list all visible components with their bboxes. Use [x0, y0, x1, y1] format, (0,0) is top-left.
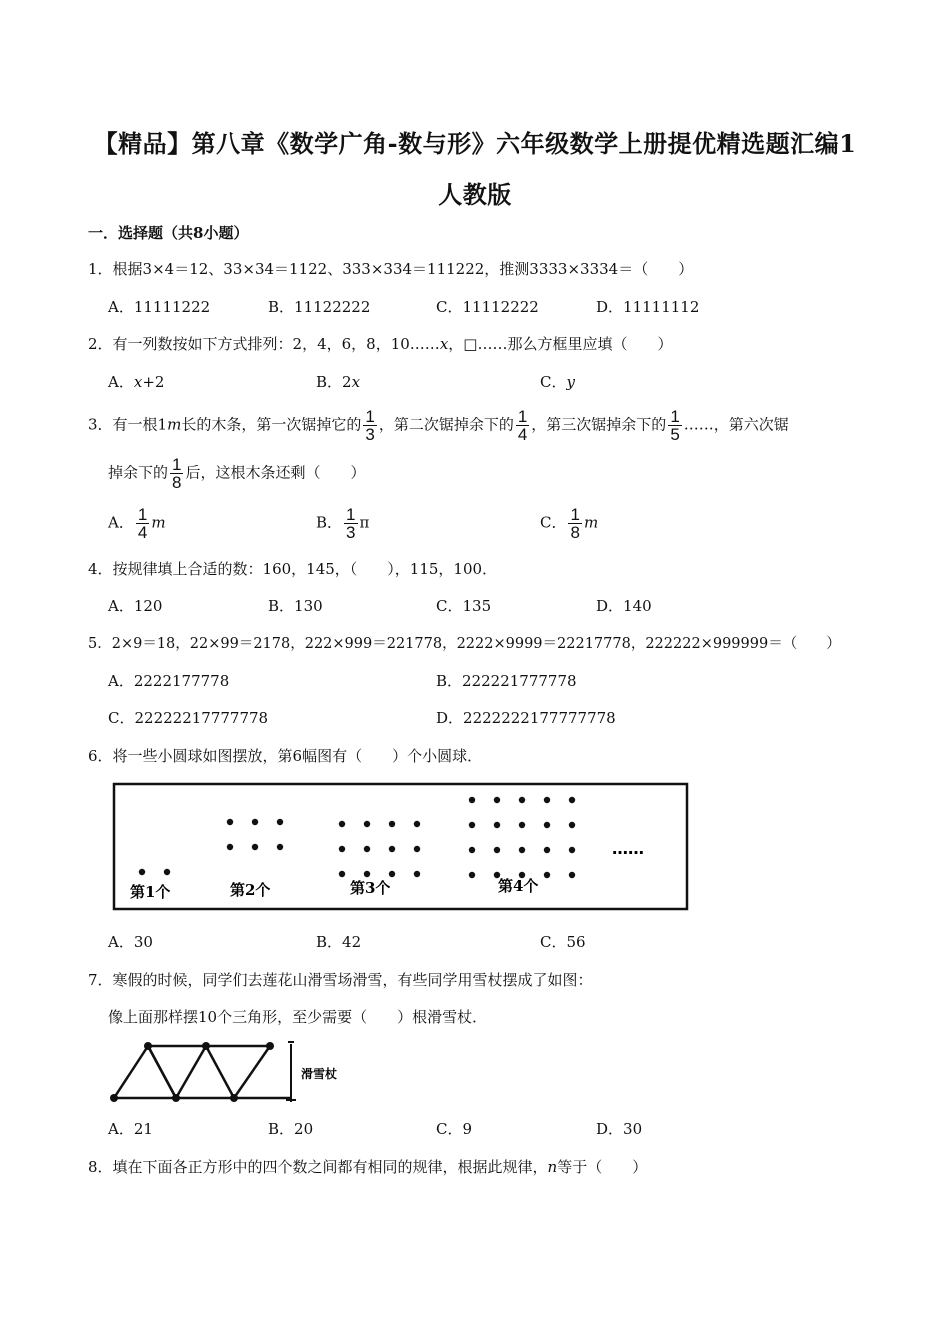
ball-dot: [389, 871, 395, 877]
ball-dot: [469, 847, 475, 853]
ball-dot: [364, 871, 370, 877]
ball-dot: [164, 869, 170, 875]
question-3-stem-line-1: 3．有一根1m长的木条，第一次锯掉它的 $\frac{1}{3}$ ，第二次锯掉余下的 $\frac{1}{4}$ ，第三次锯掉余下的 $\frac{1}{5}$ ……，第六次锯: [88, 407, 789, 444]
question-4-option-a: A．120: [108, 597, 163, 615]
ball-dot: [252, 844, 258, 850]
figure-label-1: 第1个: [130, 883, 171, 901]
section-heading: 一．选择题（共8小题）: [88, 224, 249, 242]
question-7-option-b: B．20: [268, 1120, 314, 1138]
ball-dot: [519, 797, 525, 803]
ball-dot: [544, 822, 550, 828]
ball-dot: [227, 844, 233, 850]
ball-dot: [339, 821, 345, 827]
question-5-option-a: A．2222177778: [108, 672, 230, 690]
ball-dot: [339, 871, 345, 877]
ball-dot: [339, 846, 345, 852]
question-1-option-c: C．11112222: [436, 298, 539, 316]
document-title-line-1: 【精品】第八章《数学广角-数与形》六年级数学上册提优精选题汇编1: [93, 129, 857, 158]
question-3-option-a: A． $\frac{1}{4}$ m: [108, 505, 166, 542]
ball-dot: [494, 797, 500, 803]
ball-dot: [494, 847, 500, 853]
question-6-option-b: B．42: [316, 933, 362, 951]
question-5-option-c: C．22222217777778: [108, 709, 269, 727]
ski-pole: [114, 1046, 148, 1098]
ball-dot: [519, 847, 525, 853]
ball-dot: [519, 822, 525, 828]
ski-pole: [176, 1046, 206, 1098]
figure-label-2: 第2个: [230, 881, 271, 899]
ball-dot: [469, 822, 475, 828]
ball-dot: [277, 819, 283, 825]
question-1-option-b: B．11122222: [268, 298, 371, 316]
figure-label-3: 第3个: [350, 879, 391, 897]
figure-frame: [114, 784, 687, 909]
ball-dot: [414, 846, 420, 852]
question-7-stem: 7．寒假的时候，同学们去莲花山滑雪场滑雪，有些同学用雪杖摆成了如图：: [88, 971, 593, 989]
dot-pattern-figure: [112, 780, 690, 912]
fraction-one-fourth: $\frac{1}{4}$: [517, 407, 528, 444]
ball-dot: [544, 847, 550, 853]
ball-dot: [569, 797, 575, 803]
question-7-option-d: D．30: [596, 1120, 643, 1138]
ball-dot: [227, 819, 233, 825]
ski-pole: [148, 1046, 176, 1098]
question-8-stem: 8．填在下面各正方形中的四个数之间都有相同的规律，根据此规律，n等于（ ）: [88, 1158, 648, 1176]
ball-dot: [469, 797, 475, 803]
fraction-one-fifth: $\frac{1}{5}$: [670, 407, 680, 444]
question-3-stem-line-2: 掉余下的 $\frac{1}{8}$ 后，这根木条还剩（ ）: [108, 455, 366, 492]
question-4-stem: 4．按规律填上合适的数：160，145，（ ），115，100．: [88, 560, 498, 578]
question-3-option-c: C． $\frac{1}{8}$ m: [540, 505, 599, 542]
question-3-option-b: B． $\frac{1}{3}$ π: [316, 505, 370, 542]
ski-pole-sample-icon: [286, 1042, 296, 1102]
fraction-one-eighth: $\frac{1}{8}$: [172, 455, 182, 492]
fraction-one-third: $\frac{1}{3}$: [365, 407, 375, 444]
ball-dot: [469, 872, 475, 878]
question-4-option-c: C．135: [436, 597, 492, 615]
ball-dot: [569, 822, 575, 828]
ball-dot: [544, 872, 550, 878]
ball-dot: [494, 822, 500, 828]
question-4-option-b: B．130: [268, 597, 323, 615]
question-2-stem: 2．有一列数按如下方式排列：2，4，6，8，10……x，□……那么方框里应填（ ）: [88, 335, 673, 353]
ski-pole: [234, 1046, 270, 1098]
ski-pole: [206, 1046, 234, 1098]
figure-ellipsis: ……: [612, 839, 644, 858]
ball-dot: [252, 819, 258, 825]
ball-dot: [569, 847, 575, 853]
question-4-option-d: D．140: [596, 597, 652, 615]
question-6-option-a: A．30: [108, 933, 153, 951]
ball-dot: [414, 871, 420, 877]
question-1-option-d: D．11111112: [596, 298, 700, 316]
ball-dot: [139, 869, 145, 875]
question-6-stem: 6．将一些小圆球如图摆放，第6幅图有（ ）个小圆球．: [88, 747, 483, 765]
question-7-option-a: A．21: [108, 1120, 153, 1138]
question-5-option-b: B．222221777778: [436, 672, 577, 690]
question-7-option-c: C．9: [436, 1120, 473, 1138]
ball-dot: [544, 797, 550, 803]
ball-dot: [389, 821, 395, 827]
question-5-stem: 5．2×9＝18，22×99＝2178，222×999＝221778，2222×9999＝22217778，222222×999999＝（ ）: [88, 636, 841, 652]
question-2-option-b: B．2x: [316, 373, 361, 391]
ball-dot: [414, 821, 420, 827]
ball-dot: [389, 846, 395, 852]
question-2-option-c: C．y: [540, 373, 575, 391]
ball-dot: [364, 821, 370, 827]
question-1-option-a: A．11111222: [108, 298, 211, 316]
ski-pole-triangles-figure: [108, 1036, 350, 1112]
figure-label-4: 第4个: [498, 877, 539, 895]
question-1-stem: 1．根据3×4＝12、33×34＝1122、333×334＝111222，推测3333×3334＝（ ）: [88, 260, 694, 278]
document-title-line-2: 人教版: [438, 180, 512, 209]
ball-dot: [569, 872, 575, 878]
question-2-option-a: A．x+2: [108, 373, 165, 391]
question-6-option-c: C．56: [540, 933, 586, 951]
ball-dot: [364, 846, 370, 852]
ski-pole-label: 滑雪杖: [301, 1067, 338, 1081]
ball-dot: [277, 844, 283, 850]
question-5-option-d: D．2222222177777778: [436, 709, 616, 727]
question-7-stem-line-2: 像上面那样摆10个三角形，至少需要（ ）根滑雪杖．: [108, 1008, 488, 1026]
